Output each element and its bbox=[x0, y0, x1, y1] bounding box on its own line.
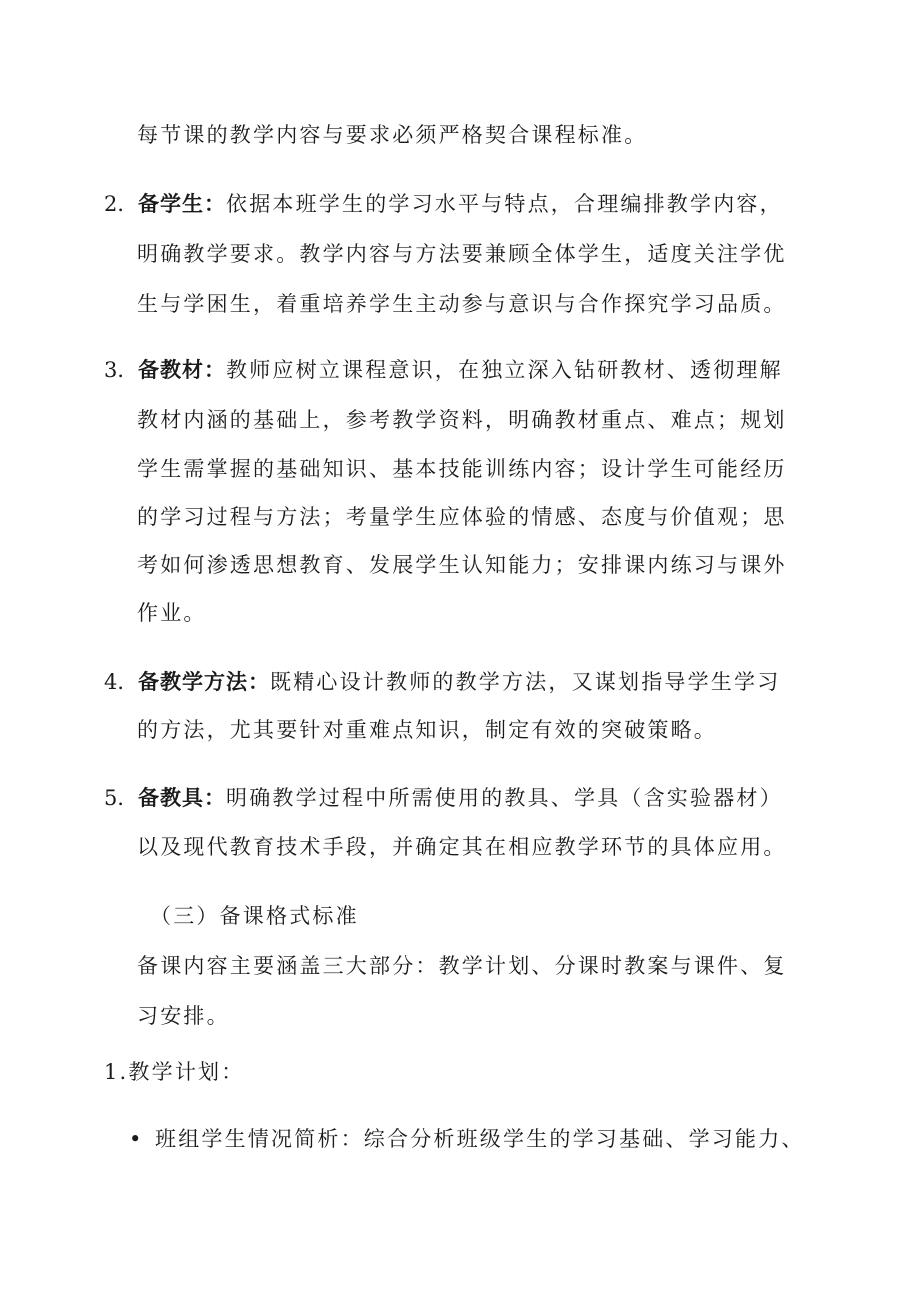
paragraph-4-first-line bbox=[104, 669, 780, 695]
text-span: 考如何渗透思想教育、发展学生认知能力；安排课内练习与课外 bbox=[137, 553, 787, 577]
paragraph-heading: 备教学方法： bbox=[138, 670, 270, 694]
paragraph-heading: 备教材： bbox=[138, 358, 226, 382]
paragraph-number: 5． bbox=[104, 786, 139, 810]
text-span: 明确教学过程中所需使用的教具、学具（含实验器材） bbox=[226, 786, 783, 810]
bullet-icon: • bbox=[129, 1127, 144, 1151]
paragraph-heading: 备学生： bbox=[138, 192, 226, 216]
text-span: 明确教学要求。教学内容与方法要兼顾全体学生，适度关注学优 bbox=[137, 242, 787, 266]
paragraph-2-first-line bbox=[104, 191, 783, 217]
text-span: 教材内涵的基础上，参考教学资料，明确教材重点、难点；规划 bbox=[137, 408, 787, 432]
paragraph-heading: 备教具： bbox=[138, 786, 226, 810]
body-text-line bbox=[137, 504, 787, 530]
body-text-line bbox=[137, 456, 787, 482]
body-text-line bbox=[137, 291, 787, 317]
text-span: 教师应树立课程意识，在独立深入钻研教材、透彻理解 bbox=[226, 358, 783, 382]
paragraph-number: 2． bbox=[104, 192, 139, 216]
body-text-line bbox=[137, 953, 787, 979]
body-text-line bbox=[137, 1003, 230, 1029]
subsection-heading bbox=[104, 1059, 244, 1085]
body-text-line bbox=[137, 600, 207, 626]
text-span: 学生需掌握的基础知识、基本技能训练内容；设计学生可能经历 bbox=[137, 457, 787, 481]
text-span: 的学习过程与方法；考量学生应体验的情感、态度与价值观；思 bbox=[137, 505, 787, 529]
text-span: 备课内容主要涵盖三大部分：教学计划、分课时教案与课件、复 bbox=[137, 954, 787, 978]
text-span: 1.教学计划： bbox=[104, 1060, 245, 1084]
bullet-list-item bbox=[129, 1126, 805, 1152]
text-span: 的方法，尤其要针对重难点知识，制定有效的突破策略。 bbox=[137, 718, 717, 742]
text-span: 班组学生情况简析：综合分析班级学生的学习基础、学习能力、 bbox=[155, 1127, 805, 1151]
text-span: 以及现代教育技术手段，并确定其在相应教学环节的具体应用。 bbox=[137, 835, 787, 859]
text-span: （三）备课格式标准 bbox=[150, 904, 359, 928]
text-span: 生与学困生，着重培养学生主动参与意识与合作探究学习品质。 bbox=[137, 292, 787, 316]
body-text-line bbox=[137, 552, 787, 578]
text-span: 既精心设计教师的教学方法，又谋划指导学生学习 bbox=[270, 670, 781, 694]
text-span: 习安排。 bbox=[137, 1004, 230, 1028]
paragraph-5-first-line bbox=[104, 785, 783, 811]
paragraph-number: 3． bbox=[104, 358, 139, 382]
paragraph-3-first-line bbox=[104, 357, 783, 383]
text-span: 每节课的教学内容与要求必须严格契合课程标准。 bbox=[137, 123, 648, 147]
section-heading bbox=[150, 903, 359, 929]
body-text-line bbox=[137, 717, 717, 743]
body-text-line bbox=[137, 407, 787, 433]
text-span: 依据本班学生的学习水平与特点，合理编排教学内容， bbox=[226, 192, 783, 216]
paragraph-number: 4． bbox=[104, 670, 139, 694]
body-text-line bbox=[137, 834, 787, 860]
text-span: 作业。 bbox=[137, 601, 207, 625]
body-text-line bbox=[137, 122, 647, 148]
body-text-line bbox=[137, 241, 787, 267]
